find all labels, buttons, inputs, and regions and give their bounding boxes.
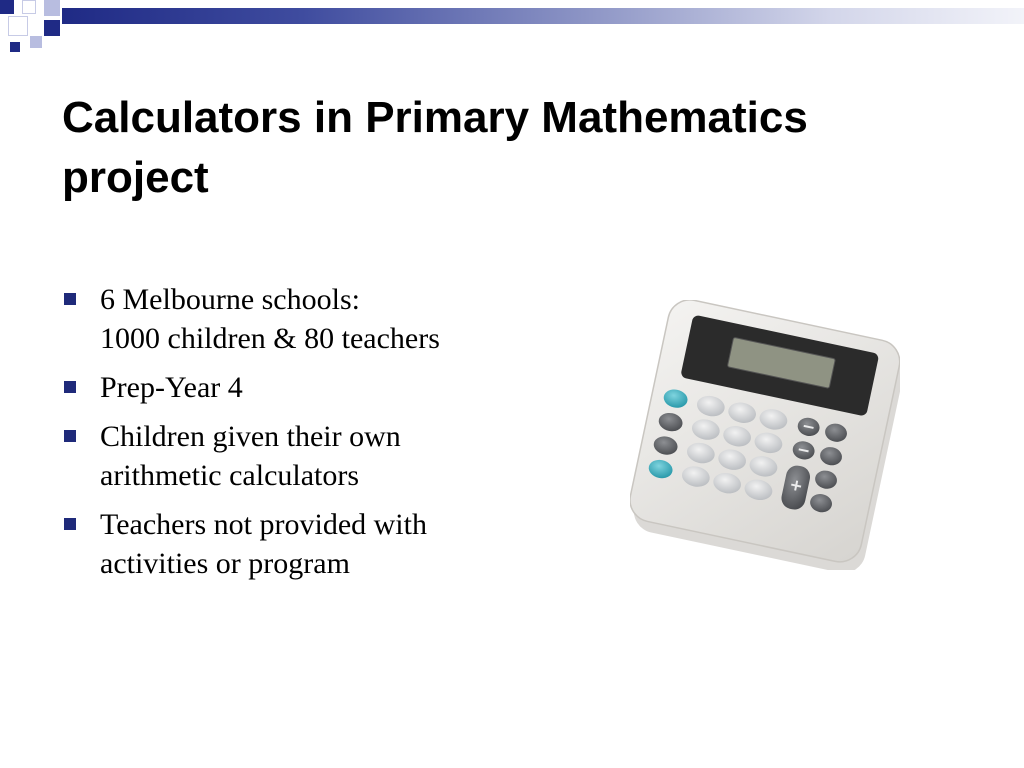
deco-square: [44, 20, 60, 36]
deco-square: [22, 0, 36, 14]
deco-square: [44, 0, 60, 16]
bullet-text: arithmetic calculators: [100, 459, 360, 492]
bullet-text: activities or program: [100, 547, 350, 580]
calculator-icon: [630, 300, 900, 570]
bullet-text: 6 Melbourne schools:: [100, 283, 360, 316]
square-bullet-icon: [64, 293, 76, 305]
deco-square: [30, 36, 42, 48]
bullet-item: [62, 505, 582, 583]
header-gradient-bar: [62, 8, 1024, 24]
deco-square: [8, 16, 28, 36]
calculator-illustration: [630, 300, 900, 570]
deco-square: [10, 42, 20, 52]
square-bullet-icon: [64, 518, 76, 530]
square-bullet-icon: [64, 381, 76, 393]
bullet-text: Prep-Year 4: [100, 371, 243, 404]
title-line: Calculators in Primary Mathematics: [62, 93, 808, 142]
deco-square: [0, 0, 14, 14]
bullet-text: Children given their own: [100, 420, 401, 453]
square-bullet-icon: [64, 430, 76, 442]
bullet-text: 1000 children & 80 teachers: [100, 322, 440, 355]
bullet-item: [62, 417, 582, 495]
bullet-text: Teachers not provided with: [100, 508, 427, 541]
slide-title: [62, 88, 982, 208]
bullet-item: [62, 368, 582, 407]
bullet-list: [62, 280, 582, 593]
title-line: project: [62, 153, 209, 202]
bullet-item: [62, 280, 582, 358]
